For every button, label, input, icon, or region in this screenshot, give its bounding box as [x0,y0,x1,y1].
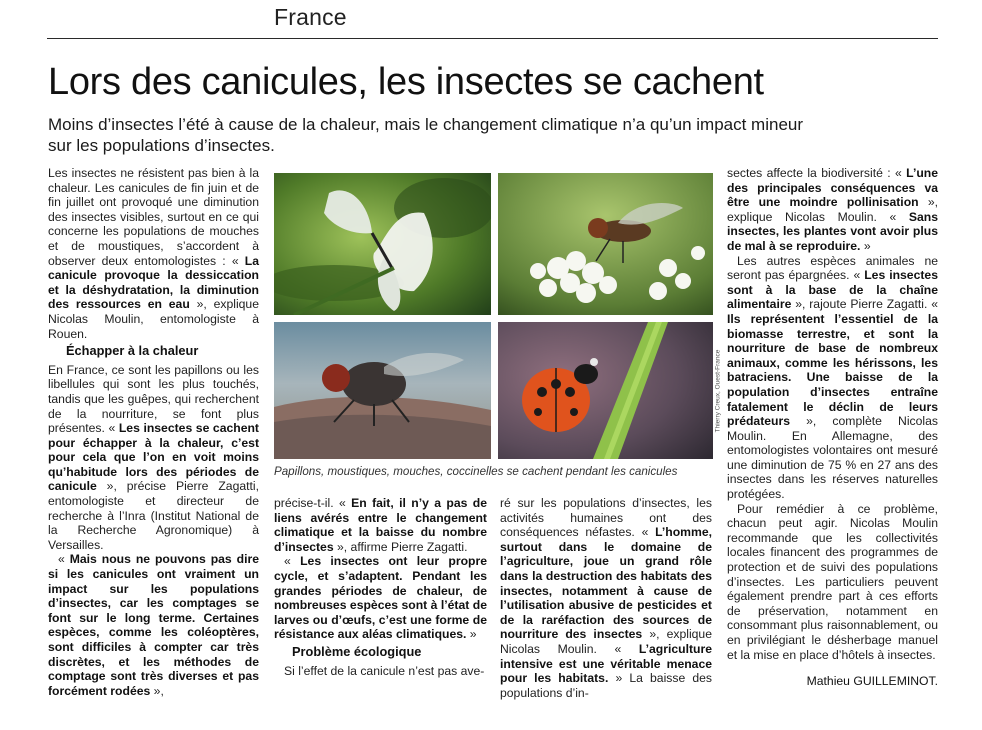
section-label: France [274,4,347,30]
standfirst: Moins d’insectes l’été à cause de la chaleur, mais le changement climatique n’a qu’un impact mineur sur les populations d’insectes. [48,115,804,155]
article-column-1 [48,166,259,698]
subheading: Problème écologique [292,643,422,659]
photo-housefly [274,322,491,459]
author-signature: Mathieu GUILLEMINOT. [806,674,938,688]
photo-caption: Papillons, moustiques, mouches, coccinelles se cachent pendant les canicules [274,465,678,478]
photo-butterflies [274,173,491,315]
paragraph: précise-t-il. « En fait, il n’y a pas de liens avérés entre le changement climatique et la baisse du nombre d’insectes », affirme Pierre Zagatti. [274,496,487,554]
paragraph: En France, ce sont les papillons ou les libellules qui sont les plus touchés, tandis que les guêpes, qui recherchent de la nourriture, se font plus présentes. « Les insectes se cachent pour échapper à la chaleur, c’est pour cela que l’on en voit moins qu’habitude lors des périodes de canicule », précise Pierre Zagatti, entomologiste et directeur de recherche à l’Inra (Institut National de la Recherche Agronomique) à Versailles. [48,362,259,552]
article-column-4 [727,166,938,662]
paragraph: « Mais nous ne pouvons pas dire si les canicules ont vraiment un impact sur les populations d’insectes, car les comptages se font sur le long terme. Certaines espèces, comme les coléoptères, sont difficiles à compter car très discrètes, et les méthodes de comptage sont très diverses et pas forcément rodées », [48,552,259,698]
paragraph: Pour remédier à ce problème, chacun peut agir. Nicolas Moulin recommande que les collectivités locales financent des programmes de protection et de suivi des populations d’insectes. Les particuliers peuvent également prendre part à ces efforts de préservation, notamment en consommant plus raisonnablement, ou en privilégiant le désherbage manuel et la mise en place d’hôtels à insectes. [727,501,938,662]
photo-fly-on-flower [498,173,713,315]
paragraph: Les autres espèces animales ne seront pas épargnées. « Les insectes sont à la base de la chaîne alimentaire », rajoute Pierre Zagatti. « Ils représentent l’essentiel de la biomasse terrestre, et sont la nourriture de base de nombreux animaux, comme les hérissons, les batraciens. Une baisse de la population d’insectes entraîne fatalement le déclin de leurs prédateurs », complète Nicolas Moulin. En Allemagne, des entomologistes volontaires ont mesuré une diminution de 75 % en 27 ans des insectes dans les réserves naturelles protégées. [727,253,938,502]
article-column-3 [500,496,712,700]
paragraph: ré sur les populations d’insectes, les activités humaines ont des conséquences néfastes. « L’homme, surtout dans le domaine de l’agriculture, joue un grand rôle dans la destruction des habitats des insectes, notamment à cause de l’utilisation abusive de pesticides et de la raréfaction des sources de nourriture des insectes », explique Nicolas Moulin. « L’agriculture intensive est une véritable menace pour les habitats. » La baisse des populations d’in- [500,496,713,700]
section-rule [47,38,938,39]
paragraph: sectes affecte la biodiversité : « L’une des principales conséquences va être une moindre pollinisation », explique Nicolas Moulin. « Sans insectes, les plantes vont avoir plus de mal à se reproduire. » [727,166,938,253]
subheading: Échapper à la chaleur [66,343,199,359]
photo-credit: Thierry Creux, Ouest-France [714,349,722,433]
photo-ladybird [498,322,713,459]
paragraph: Les insectes ne résistent pas bien à la chaleur. Les canicules de fin juin et de fin juillet ont provoqué une diminution des insectes visibles, surtout en ce qui concerne les populations de mouches et de moustiques, s’accordent à observer deux entomologistes : « La canicule provoque la dessiccation et la déshydratation, la diminution des ressources en eau », explique Nicolas Moulin, entomologiste à Rouen. [48,166,259,341]
article-column-2 [274,496,487,678]
headline: Lors des canicules, les insectes se cachent [48,61,764,103]
paragraph: Si l’effet de la canicule n’est pas ave- [284,663,485,678]
paragraph: « Les insectes ont leur propre cycle, et s’adaptent. Pendant les grandes périodes de chaleur, de nombreuses espèces sont à l’état de larves ou d’œufs, c’est une forme de résistance aux aléas climatiques. » [274,554,487,642]
